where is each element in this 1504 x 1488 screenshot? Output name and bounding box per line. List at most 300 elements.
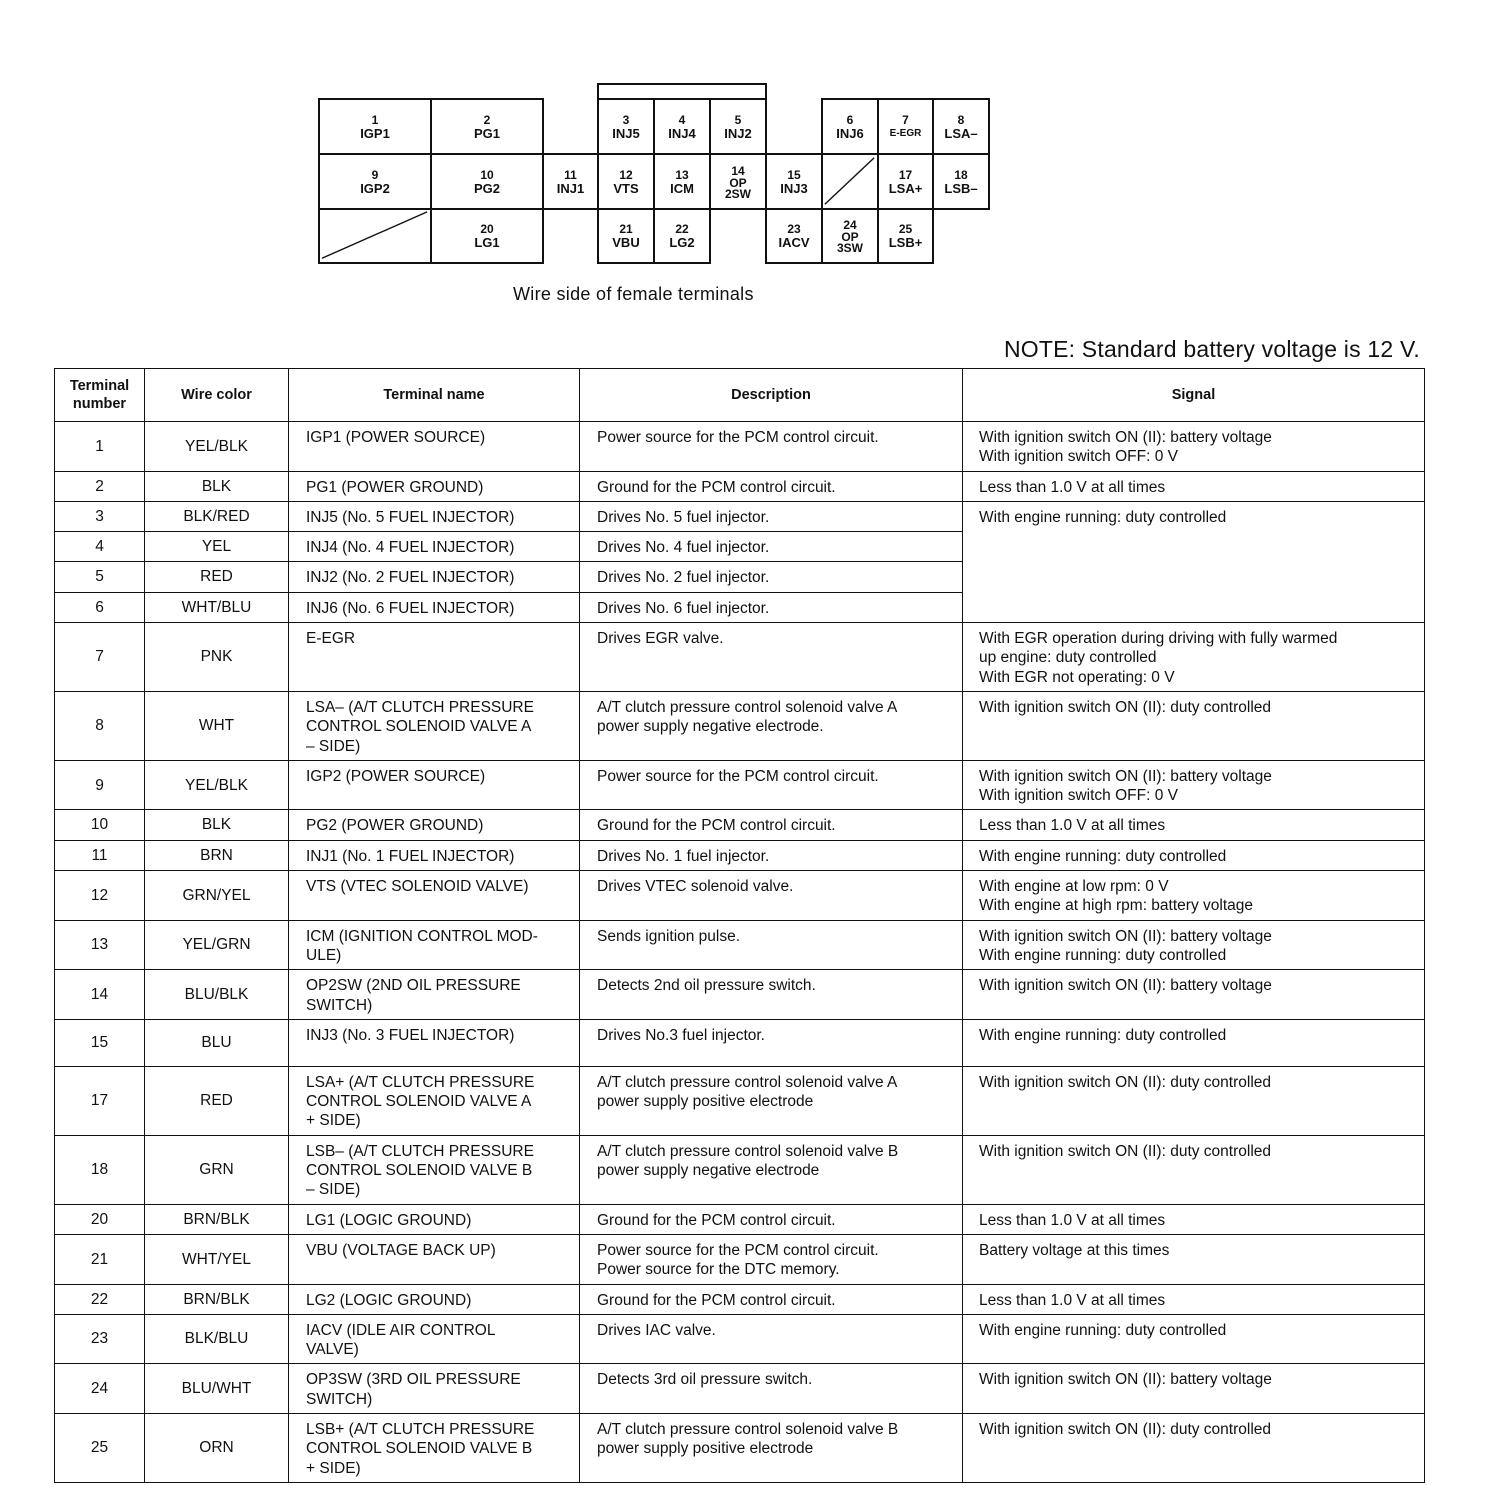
cell-text-line: INJ4 (No. 4 FUEL INJECTOR) — [306, 539, 515, 557]
terminal-number-cell: 6 — [55, 592, 145, 622]
cell-text-line: Ground for the PCM control circuit. — [597, 478, 836, 496]
cell-text-line: INJ6 (No. 6 FUEL INJECTOR) — [306, 599, 515, 617]
terminal-cell — [430, 208, 544, 264]
cell-text-line: A/T clutch pressure control solenoid valve B — [597, 1420, 899, 1438]
terminal-signal: INJ4 — [668, 125, 696, 141]
terminal-signal: INJ6 — [836, 125, 864, 141]
terminal-signal: IGP1 — [360, 125, 390, 141]
terminal-cell — [430, 98, 544, 155]
cell-text-line: With ignition switch OFF: 0 V — [979, 448, 1178, 466]
cell-text-line: Less than 1.0 V at all times — [979, 1291, 1166, 1309]
wire-color-cell: RED — [145, 1066, 289, 1135]
terminal-number-cell: 24 — [55, 1364, 145, 1414]
terminal-signal: LSA+ — [888, 180, 923, 196]
cell-text-line: Power source for the PCM control circuit. — [597, 1241, 879, 1259]
terminal-number-cell: 20 — [55, 1204, 145, 1234]
description-cell — [580, 532, 963, 562]
terminal-signal: PG2 — [473, 180, 500, 196]
cell-text-line: INJ5 (No. 5 FUEL INJECTOR) — [306, 508, 515, 526]
table-row — [55, 1314, 1425, 1364]
terminal-number-cell: 17 — [55, 1066, 145, 1135]
description-cell — [580, 623, 963, 692]
terminal-number: 18 — [954, 167, 968, 182]
terminal-signal: E-EGR — [889, 127, 922, 139]
description-cell — [580, 691, 963, 760]
signal-cell — [963, 1135, 1425, 1204]
cell-text-line: + SIDE) — [306, 1459, 361, 1477]
cell-text-line: CONTROL SOLENOID VALVE A — [306, 718, 532, 736]
terminal-cell — [932, 153, 990, 210]
cell-text-line: Power source for the DTC memory. — [597, 1261, 840, 1279]
signal-cell — [963, 920, 1425, 970]
cell-text-line: VALVE) — [306, 1341, 359, 1359]
terminal-name-cell — [289, 760, 580, 810]
diagonal-slash — [320, 210, 430, 262]
description-cell — [580, 871, 963, 921]
cell-text-line: Drives No. 2 fuel injector. — [597, 569, 770, 587]
cell-text-line: With engine running: duty controlled — [979, 946, 1227, 964]
cell-text-line: With ignition switch ON (II): duty controlled — [979, 1073, 1272, 1091]
table-row — [55, 760, 1425, 810]
cell-text-line: LSA– (A/T CLUTCH PRESSURE — [306, 698, 534, 716]
cell-text-line: A/T clutch pressure control solenoid valve A — [597, 698, 898, 716]
table-row — [55, 501, 1425, 531]
terminal-cell — [653, 98, 711, 155]
table-row — [55, 920, 1425, 970]
signal-cell — [963, 1364, 1425, 1414]
table-row — [55, 1204, 1425, 1234]
terminal-number-cell: 2 — [55, 471, 145, 501]
terminal-cell — [430, 153, 544, 210]
terminal-name-cell — [289, 623, 580, 692]
terminal-number-cell: 22 — [55, 1284, 145, 1314]
terminal-number-cell: 4 — [55, 532, 145, 562]
description-cell — [580, 1234, 963, 1284]
table-row — [55, 1234, 1425, 1284]
terminal-cell — [709, 153, 767, 210]
cell-text-line: VTS (VTEC SOLENOID VALVE) — [306, 878, 529, 896]
cell-text-line: LG2 (LOGIC GROUND) — [306, 1291, 472, 1309]
cell-text-line: Less than 1.0 V at all times — [979, 817, 1166, 835]
terminal-name-cell — [289, 532, 580, 562]
cell-text-line: ULE) — [306, 946, 342, 964]
terminal-table — [54, 368, 1425, 1483]
cell-text-line: power supply negative electrode. — [597, 718, 824, 736]
terminal-number: 12 — [619, 167, 633, 182]
cell-text-line: Detects 2nd oil pressure switch. — [597, 977, 816, 995]
description-cell — [580, 1364, 963, 1414]
terminal-signal: LSB– — [944, 180, 978, 196]
signal-cell — [963, 691, 1425, 760]
terminal-name-cell — [289, 562, 580, 592]
cell-text-line: up engine: duty controlled — [979, 649, 1157, 667]
terminal-number-cell: 7 — [55, 623, 145, 692]
wire-color-cell: YEL/BLK — [145, 760, 289, 810]
connector-caption: Wire side of female terminals — [513, 284, 754, 304]
cell-text-line: With ignition switch ON (II): battery voltage — [979, 927, 1272, 945]
table-header-row — [55, 369, 1425, 422]
header-terminal-name: Terminal name — [289, 369, 580, 422]
wire-color-cell: YEL — [145, 532, 289, 562]
description-cell — [580, 920, 963, 970]
terminal-number-cell: 15 — [55, 1019, 145, 1066]
terminal-cell — [597, 208, 655, 264]
terminal-number: 6 — [846, 112, 854, 127]
cell-text-line: With ignition switch ON (II): battery voltage — [979, 429, 1272, 446]
description-cell — [580, 562, 963, 592]
terminal-cell — [877, 208, 934, 264]
cell-text-line: IACV (IDLE AIR CONTROL — [306, 1321, 496, 1339]
terminal-name-cell — [289, 1135, 580, 1204]
terminal-number: 9 — [371, 167, 379, 182]
terminal-number-cell: 12 — [55, 871, 145, 921]
wire-color-cell: ORN — [145, 1413, 289, 1482]
terminal-number-cell: 5 — [55, 562, 145, 592]
terminal-name-cell — [289, 810, 580, 840]
cell-text-line: With ignition switch ON (II): battery voltage — [979, 1371, 1272, 1389]
cell-text-line: OP3SW (3RD OIL PRESSURE — [306, 1371, 521, 1389]
signal-cell — [963, 1204, 1425, 1234]
terminal-number-cell: 13 — [55, 920, 145, 970]
table-row — [55, 1413, 1425, 1482]
description-cell — [580, 840, 963, 870]
terminal-signal: IACV — [778, 235, 810, 250]
terminal-signal: INJ5 — [612, 125, 640, 141]
cell-text-line: Drives No. 1 fuel injector. — [597, 847, 770, 865]
terminal-signal: OP 3SW — [836, 230, 863, 255]
cell-text-line: – SIDE) — [306, 737, 361, 755]
cell-text-line: power supply positive electrode — [597, 1440, 814, 1458]
cell-text-line: Drives No. 6 fuel injector. — [597, 599, 770, 617]
wire-color-cell: WHT — [145, 691, 289, 760]
header-wire-color: Wire color — [145, 369, 289, 422]
cell-text-line: Drives EGR valve. — [597, 630, 724, 648]
terminal-name-cell — [289, 840, 580, 870]
terminal-number: 7 — [902, 112, 909, 127]
terminal-cell — [597, 153, 655, 210]
signal-cell — [963, 1284, 1425, 1314]
terminal-number: 8 — [957, 112, 965, 127]
cell-text-line: Drives No.3 fuel injector. — [597, 1026, 765, 1044]
cell-text-line: With engine running: duty controlled — [979, 1026, 1227, 1044]
terminal-number-cell: 3 — [55, 501, 145, 531]
terminal-name-cell — [289, 1066, 580, 1135]
cell-text-line: With engine running: duty controlled — [979, 1321, 1227, 1339]
terminal-signal: LSB+ — [888, 235, 923, 250]
cell-text-line: With EGR operation during driving with fully warmed — [979, 630, 1338, 648]
cell-text-line: – SIDE) — [306, 1181, 361, 1199]
terminal-name-cell — [289, 422, 580, 472]
cell-text-line: CONTROL SOLENOID VALVE A — [306, 1093, 532, 1111]
cell-text-line: Drives IAC valve. — [597, 1321, 716, 1339]
wire-color-cell: YEL/BLK — [145, 422, 289, 472]
wire-color-cell: BLU/WHT — [145, 1364, 289, 1414]
cell-text-line: Less than 1.0 V at all times — [979, 1211, 1166, 1229]
description-cell — [580, 1284, 963, 1314]
description-cell — [580, 1314, 963, 1364]
cell-text-line: INJ1 (No. 1 FUEL INJECTOR) — [306, 847, 515, 865]
description-cell — [580, 1019, 963, 1066]
terminal-signal: LG2 — [669, 235, 695, 250]
cell-text-line: LSA+ (A/T CLUTCH PRESSURE — [306, 1073, 535, 1091]
terminal-signal: OP 2SW — [724, 175, 751, 201]
description-cell — [580, 1135, 963, 1204]
table-row — [55, 623, 1425, 692]
cell-text-line: + SIDE) — [306, 1112, 361, 1130]
table-row — [55, 422, 1425, 472]
terminal-signal: INJ2 — [724, 125, 752, 141]
signal-cell — [963, 810, 1425, 840]
cell-text-line: With ignition switch OFF: 0 V — [979, 787, 1178, 805]
header-description: Description — [580, 369, 963, 422]
cell-text-line: PG2 (POWER GROUND) — [306, 817, 484, 835]
signal-cell — [963, 1314, 1425, 1364]
terminal-number: 1 — [371, 112, 379, 127]
description-cell — [580, 760, 963, 810]
cell-text-line: With engine running: duty controlled — [979, 847, 1227, 865]
cell-text-line: Ground for the PCM control circuit. — [597, 817, 836, 835]
terminal-number: 21 — [619, 222, 633, 236]
terminal-signal: INJ1 — [556, 180, 585, 196]
terminal-number: 15 — [787, 167, 801, 182]
cell-text-line: VBU (VOLTAGE BACK UP) — [306, 1241, 496, 1259]
terminal-signal: INJ3 — [780, 180, 808, 196]
description-cell — [580, 810, 963, 840]
cell-text-line: Detects 3rd oil pressure switch. — [597, 1371, 813, 1389]
cell-text-line: SWITCH) — [306, 1390, 373, 1408]
wire-color-cell: BRN — [145, 840, 289, 870]
wire-color-cell: WHT/BLU — [145, 592, 289, 622]
header-signal: Signal — [963, 369, 1425, 422]
table-row — [55, 970, 1425, 1020]
terminal-signal: ICM — [670, 180, 694, 196]
cell-text-line: Ground for the PCM control circuit. — [597, 1291, 836, 1309]
terminal-blank-cell — [318, 208, 432, 264]
cell-text-line: CONTROL SOLENOID VALVE B — [306, 1440, 533, 1458]
cell-text-line: LSB+ (A/T CLUTCH PRESSURE — [306, 1420, 535, 1438]
wire-color-cell: RED — [145, 562, 289, 592]
signal-cell — [963, 871, 1425, 921]
terminal-name-cell — [289, 691, 580, 760]
signal-cell — [963, 1413, 1425, 1482]
terminal-number-cell: 10 — [55, 810, 145, 840]
cell-text-line: LSB– (A/T CLUTCH PRESSURE — [306, 1142, 534, 1160]
table-row — [55, 1135, 1425, 1204]
cell-text-line: With EGR not operating: 0 V — [979, 668, 1175, 686]
terminal-cell — [709, 98, 767, 155]
signal-cell — [963, 1234, 1425, 1284]
cell-text-line: PG1 (POWER GROUND) — [306, 478, 484, 496]
terminal-signal: VTS — [613, 180, 639, 196]
table-row — [55, 1284, 1425, 1314]
table-row — [55, 871, 1425, 921]
signal-cell — [963, 760, 1425, 810]
terminal-name-cell — [289, 501, 580, 531]
wire-color-cell: GRN — [145, 1135, 289, 1204]
cell-text-line: A/T clutch pressure control solenoid valve B — [597, 1142, 899, 1160]
table-row — [55, 810, 1425, 840]
terminal-name-cell — [289, 1413, 580, 1482]
terminal-signal: VBU — [612, 235, 640, 250]
description-cell — [580, 592, 963, 622]
terminal-name-cell — [289, 592, 580, 622]
terminal-name-cell — [289, 471, 580, 501]
terminal-cell — [821, 98, 879, 155]
terminal-number: 10 — [480, 167, 494, 182]
cell-text-line: IGP1 (POWER SOURCE) — [306, 429, 486, 446]
signal-cell — [963, 840, 1425, 870]
terminal-name-cell — [289, 970, 580, 1020]
cell-text-line: OP2SW (2ND OIL PRESSURE — [306, 977, 521, 995]
terminal-number: 23 — [787, 222, 801, 236]
table-body — [55, 422, 1425, 1483]
terminal-name-cell — [289, 1234, 580, 1284]
terminal-name-cell — [289, 1314, 580, 1364]
table-row — [55, 471, 1425, 501]
signal-cell — [963, 422, 1425, 472]
terminal-cell — [877, 98, 934, 155]
wire-color-cell: BLK — [145, 471, 289, 501]
cell-text-line: Less than 1.0 V at all times — [979, 478, 1166, 496]
terminal-name-cell — [289, 871, 580, 921]
terminal-number: 20 — [480, 222, 494, 236]
cell-text-line: IGP2 (POWER SOURCE) — [306, 767, 486, 785]
cell-text-line: INJ3 (No. 3 FUEL INJECTOR) — [306, 1026, 515, 1044]
terminal-signal: LSA– — [944, 125, 978, 141]
terminal-number-cell: 11 — [55, 840, 145, 870]
terminal-cell — [877, 153, 934, 210]
terminal-signal: PG1 — [473, 125, 500, 141]
diagonal-slash — [823, 155, 877, 208]
cell-text-line: INJ2 (No. 2 FUEL INJECTOR) — [306, 569, 515, 587]
battery-voltage-note: NOTE: Standard battery voltage is 12 V. — [1003, 336, 1420, 362]
terminal-number: 22 — [675, 222, 689, 236]
cell-text-line: With engine at high rpm: battery voltage — [979, 897, 1253, 915]
table-row — [55, 691, 1425, 760]
signal-cell — [963, 501, 1425, 622]
wire-color-cell: BLK — [145, 810, 289, 840]
description-cell — [580, 501, 963, 531]
terminal-cell — [765, 208, 823, 264]
cell-text-line: Drives No. 5 fuel injector. — [597, 508, 770, 526]
terminal-number: 14 — [731, 163, 745, 178]
wire-color-cell: GRN/YEL — [145, 871, 289, 921]
cell-text-line: Power source for the PCM control circuit. — [597, 767, 879, 785]
wire-color-cell: BLK/RED — [145, 501, 289, 531]
terminal-number: 2 — [483, 112, 491, 127]
cell-text-line: Drives No. 4 fuel injector. — [597, 539, 770, 557]
wire-color-cell: BLU/BLK — [145, 970, 289, 1020]
description-cell — [580, 1413, 963, 1482]
wire-color-cell: BRN/BLK — [145, 1284, 289, 1314]
terminal-cell — [318, 153, 432, 210]
cell-text-line: Drives VTEC solenoid valve. — [597, 878, 794, 896]
terminal-cell — [653, 208, 711, 264]
cell-text-line: With ignition switch ON (II): duty controlled — [979, 698, 1272, 716]
terminal-signal: IGP2 — [360, 180, 390, 196]
wire-color-cell: PNK — [145, 623, 289, 692]
wire-color-cell: YEL/GRN — [145, 920, 289, 970]
terminal-cell — [932, 98, 990, 155]
cell-text-line: Ground for the PCM control circuit. — [597, 1211, 836, 1229]
cell-text-line: A/T clutch pressure control solenoid valve A — [597, 1073, 898, 1091]
terminal-number: 4 — [678, 112, 686, 127]
cell-text-line: power supply positive electrode — [597, 1093, 814, 1111]
terminal-cell — [821, 208, 879, 264]
terminal-name-cell — [289, 1364, 580, 1414]
wire-color-cell: BLK/BLU — [145, 1314, 289, 1364]
cell-text-line: LG1 (LOGIC GROUND) — [306, 1211, 472, 1229]
terminal-name-cell — [289, 1204, 580, 1234]
description-cell — [580, 471, 963, 501]
cell-text-line: With ignition switch ON (II): duty controlled — [979, 1420, 1272, 1438]
cell-text-line: Sends ignition pulse. — [597, 927, 741, 945]
terminal-signal: LG1 — [474, 235, 500, 250]
terminal-cell — [542, 153, 599, 210]
terminal-number: 11 — [564, 167, 577, 182]
description-cell — [580, 1204, 963, 1234]
cell-text-line: With engine at low rpm: 0 V — [979, 878, 1169, 896]
cell-text-line: With engine running: duty controlled — [979, 508, 1227, 526]
cell-text-line: E-EGR — [306, 630, 356, 648]
terminal-number: 24 — [843, 218, 857, 232]
wire-color-cell: WHT/YEL — [145, 1234, 289, 1284]
cell-text-line: With ignition switch ON (II): battery voltage — [979, 977, 1272, 995]
terminal-number-cell: 8 — [55, 691, 145, 760]
terminal-number-cell: 21 — [55, 1234, 145, 1284]
table-row — [55, 1066, 1425, 1135]
signal-cell — [963, 1066, 1425, 1135]
table-row — [55, 1364, 1425, 1414]
wire-color-cell: BLU — [145, 1019, 289, 1066]
terminal-number-cell: 25 — [55, 1413, 145, 1482]
signal-cell — [963, 471, 1425, 501]
signal-cell — [963, 1019, 1425, 1066]
header-terminal-number: Terminal number — [55, 369, 145, 422]
terminal-number-cell: 23 — [55, 1314, 145, 1364]
signal-cell — [963, 970, 1425, 1020]
terminal-number: 3 — [622, 112, 630, 127]
cell-text-line: power supply negative electrode — [597, 1162, 820, 1180]
terminal-cell — [765, 153, 823, 210]
table-row — [55, 840, 1425, 870]
terminal-number: 5 — [734, 112, 742, 127]
terminal-number-cell: 9 — [55, 760, 145, 810]
description-cell — [580, 1066, 963, 1135]
terminal-name-cell — [289, 1284, 580, 1314]
cell-text-line: Battery voltage at this times — [979, 1241, 1170, 1259]
cell-text-line: With ignition switch ON (II): battery voltage — [979, 767, 1272, 785]
cell-text-line: CONTROL SOLENOID VALVE B — [306, 1162, 533, 1180]
cell-text-line: Power source for the PCM control circuit. — [597, 429, 879, 446]
signal-cell — [963, 623, 1425, 692]
terminal-number-cell: 14 — [55, 970, 145, 1020]
connector-diagram — [0, 0, 1504, 304]
terminal-number-cell: 1 — [55, 422, 145, 472]
terminal-cell — [318, 98, 432, 155]
terminal-cell — [653, 153, 711, 210]
terminal-number: 25 — [898, 222, 913, 236]
description-cell — [580, 422, 963, 472]
terminal-name-cell — [289, 1019, 580, 1066]
terminal-blank-cell — [821, 153, 879, 210]
terminal-cell — [597, 98, 655, 155]
cell-text-line: ICM (IGNITION CONTROL MOD- — [306, 927, 538, 945]
description-cell — [580, 970, 963, 1020]
cell-text-line: With ignition switch ON (II): duty controlled — [979, 1142, 1272, 1160]
table-row — [55, 1019, 1425, 1066]
wire-color-cell: BRN/BLK — [145, 1204, 289, 1234]
